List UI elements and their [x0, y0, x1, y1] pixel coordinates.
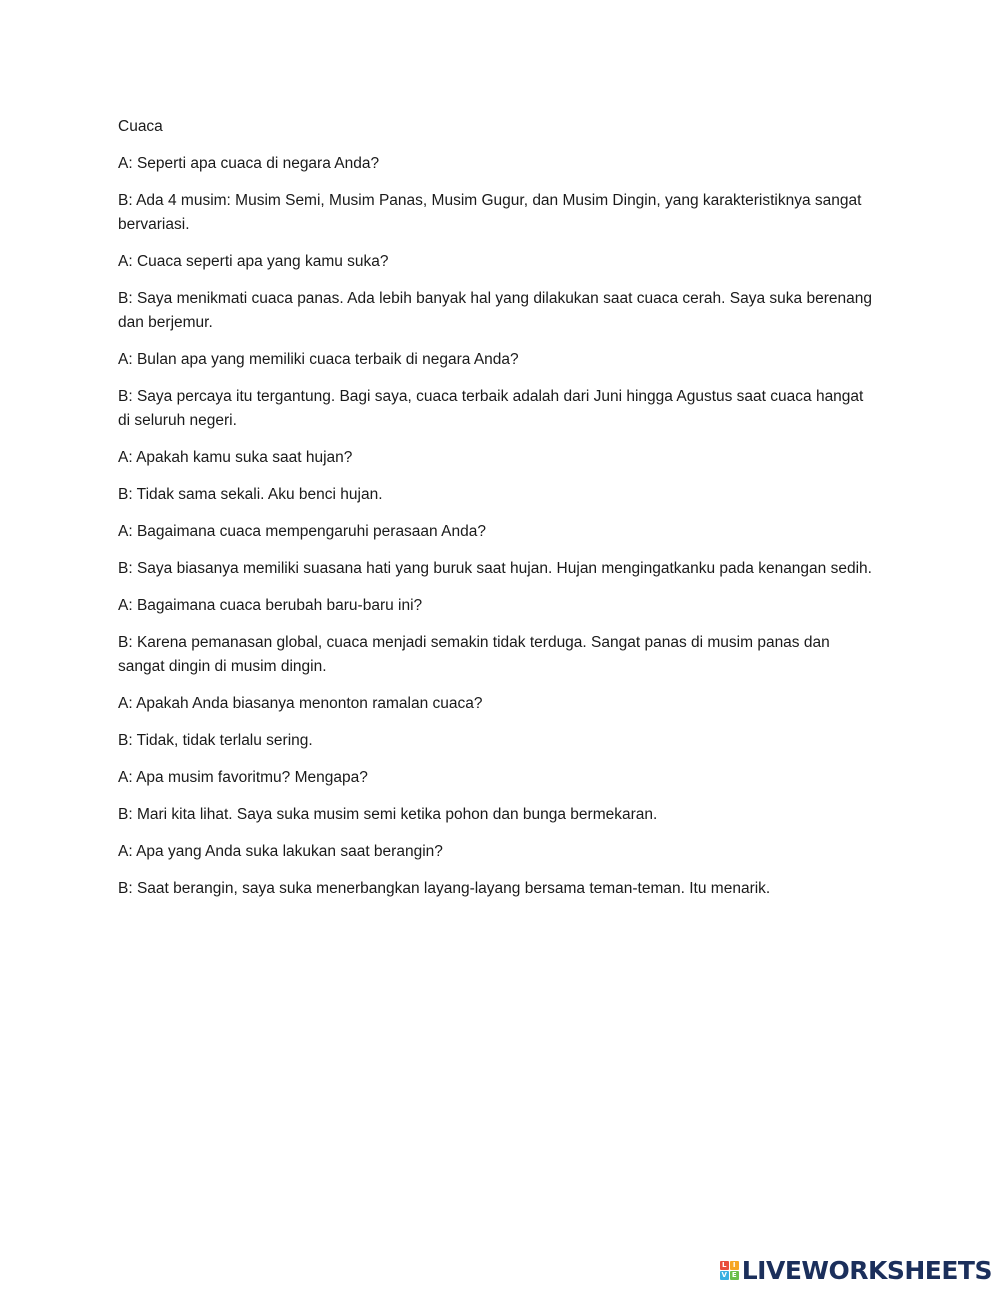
- dialogue-line: B: Mari kita lihat. Saya suka musim semi ketika pohon dan bunga bermekaran.: [118, 806, 658, 823]
- logo-tile: E: [730, 1271, 739, 1280]
- dialogue-line: B: Tidak sama sekali. Aku benci hujan.: [118, 486, 383, 503]
- dialogue-line: B: Saya biasanya memiliki suasana hati yang buruk saat hujan. Hujan mengingatkanku pada kenangan sedih.: [118, 560, 872, 577]
- logo-icon: [720, 1261, 739, 1280]
- logo-wordmark: LIVEWORKSHEETS: [741, 1255, 992, 1285]
- dialogue-line: A: Apa musim favoritmu? Mengapa?: [118, 769, 368, 786]
- dialogue-line: A: Cuaca seperti apa yang kamu suka?: [118, 253, 389, 270]
- document-title: Cuaca: [118, 118, 163, 135]
- dialogue-line: A: Bagaimana cuaca mempengaruhi perasaan Anda?: [118, 523, 486, 540]
- document-body: [118, 115, 878, 914]
- liveworksheets-logo[interactable]: [720, 1255, 992, 1285]
- dialogue-line: B: Saya percaya itu tergantung. Bagi saya, cuaca terbaik adalah dari Juni hingga Agustus saat cuaca hangat di seluruh negeri.: [118, 388, 864, 429]
- dialogue-line: B: Tidak, tidak terlalu sering.: [118, 732, 313, 749]
- dialogue-line: A: Bagaimana cuaca berubah baru-baru ini?: [118, 597, 423, 614]
- dialogue-line: A: Apa yang Anda suka lakukan saat berangin?: [118, 843, 443, 860]
- dialogue-line: A: Apakah Anda biasanya menonton ramalan cuaca?: [118, 695, 483, 712]
- logo-tile: V: [721, 1270, 727, 1279]
- dialogue: [118, 152, 878, 901]
- dialogue-line: A: Bulan apa yang memiliki cuaca terbaik di negara Anda?: [118, 351, 519, 368]
- logo-tile: I: [730, 1261, 739, 1270]
- dialogue-line: B: Saya menikmati cuaca panas. Ada lebih banyak hal yang dilakukan saat cuaca cerah. Saya suka berenang dan berjemur.: [118, 290, 872, 331]
- dialogue-line: A: Seperti apa cuaca di negara Anda?: [118, 155, 380, 172]
- dialogue-line: B: Saat berangin, saya suka menerbangkan layang-layang bersama teman-teman. Itu menarik.: [118, 880, 771, 897]
- dialogue-line: B: Ada 4 musim: Musim Semi, Musim Panas, Musim Gugur, dan Musim Dingin, yang karakteristiknya sangat bervariasi.: [118, 192, 862, 233]
- logo-tile: L: [720, 1261, 729, 1270]
- dialogue-line: A: Apakah kamu suka saat hujan?: [118, 449, 353, 466]
- dialogue-line: B: Karena pemanasan global, cuaca menjadi semakin tidak terduga. Sangat panas di musim panas dan sangat dingin di musim dingin.: [118, 634, 830, 675]
